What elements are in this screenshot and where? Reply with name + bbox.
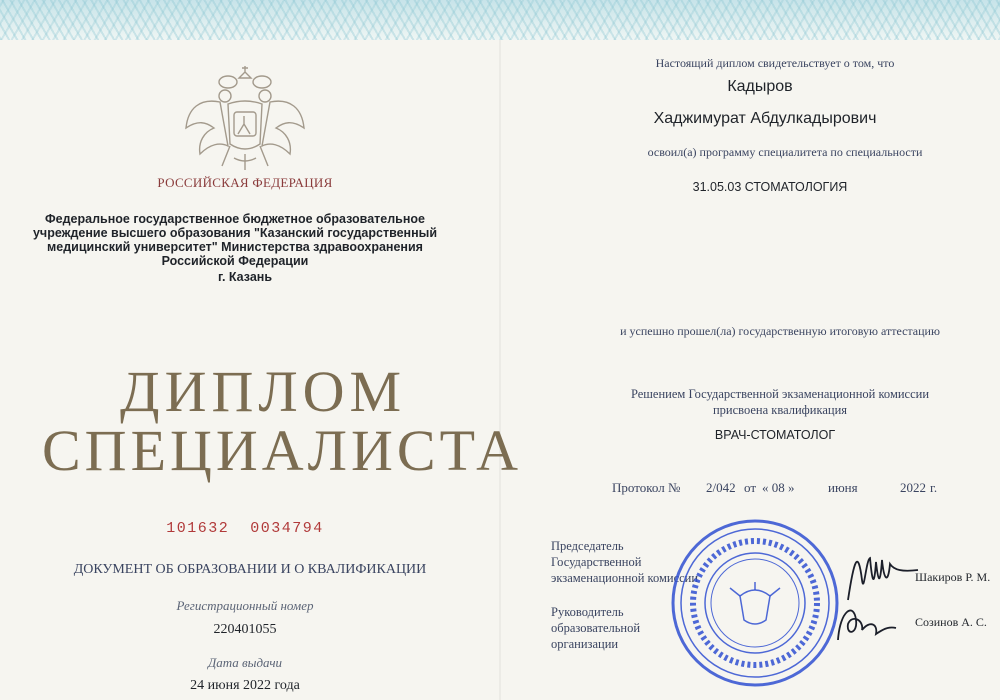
chairman-line: Председатель	[551, 539, 624, 553]
institution-name	[30, 212, 440, 268]
graduate-surname: Кадыров	[727, 78, 793, 95]
document-type: ДОКУМЕНТ ОБ ОБРАЗОВАНИИ И О КВАЛИФИКАЦИИ	[73, 562, 427, 577]
head-line: организации	[551, 637, 619, 651]
diploma-title: ДИПЛОМ	[120, 359, 407, 424]
chairman-line: Государственной	[551, 555, 642, 569]
institution-line: Российской Федерации	[161, 254, 309, 268]
protocol-year-suffix: г.	[930, 480, 938, 495]
decision-line: присвоена квалификация	[712, 403, 848, 417]
protocol-number: 2/042	[706, 480, 736, 495]
head-line: Руководитель образовательной	[551, 605, 641, 635]
diploma-subtitle: СПЕЦИАЛИСТА	[42, 418, 522, 483]
graduate-names: Хаджимурат Абдулкадырович	[653, 110, 877, 127]
head-signature-icon	[830, 590, 900, 650]
institution-line: Федеральное государственное бюджетное образовательное	[45, 212, 425, 226]
qualification: ВРАЧ-СТОМАТОЛОГ	[714, 428, 836, 442]
registration-number: 220401055	[213, 622, 277, 637]
protocol-day: « 08 »	[762, 480, 795, 495]
protocol-month: июня	[828, 480, 858, 495]
certifies-text: Настоящий диплом свидетельствует о том, что	[655, 56, 895, 70]
head-name: Созинов А. С.	[915, 615, 987, 629]
federation-label: РОССИЙСКАЯ ФЕДЕРАЦИЯ	[157, 175, 333, 190]
page-fold	[499, 40, 501, 700]
issue-date-value: 24 июня 2022 года	[190, 678, 300, 693]
protocol-year: 2022	[900, 480, 926, 495]
protocol-from: от	[744, 480, 757, 495]
guilloche-border	[0, 0, 1000, 40]
chairman-name: Шакиров Р. М.	[915, 570, 991, 584]
institution-line: учреждение высшего образования "Казанский государственный	[32, 226, 438, 240]
official-seal-icon	[670, 518, 840, 688]
institution-line: медицинский университет" Министерства здравоохранения	[47, 240, 423, 254]
issue-date-label: Дата выдачи	[207, 655, 283, 670]
serial-number: 101632 0034794	[166, 520, 324, 537]
attestation-text: и успешно прошел(ла) государственную итоговую аттестацию	[620, 324, 940, 338]
specialty-code: 31.05.03 СТОМАТОЛОГИЯ	[692, 180, 848, 194]
protocol-label: Протокол №	[612, 480, 681, 495]
program-text: освоил(а) программу специалитета по специальности	[647, 145, 923, 159]
commission-decision	[590, 386, 970, 418]
registration-label: Регистрационный номер	[176, 598, 314, 613]
eagle-emblem-icon	[180, 58, 310, 176]
city-label: г. Казань	[217, 270, 273, 284]
decision-line: Решением Государственной экзаменационной комиссии	[630, 387, 930, 401]
chairman-line: экзаменационной комиссии	[551, 571, 699, 585]
